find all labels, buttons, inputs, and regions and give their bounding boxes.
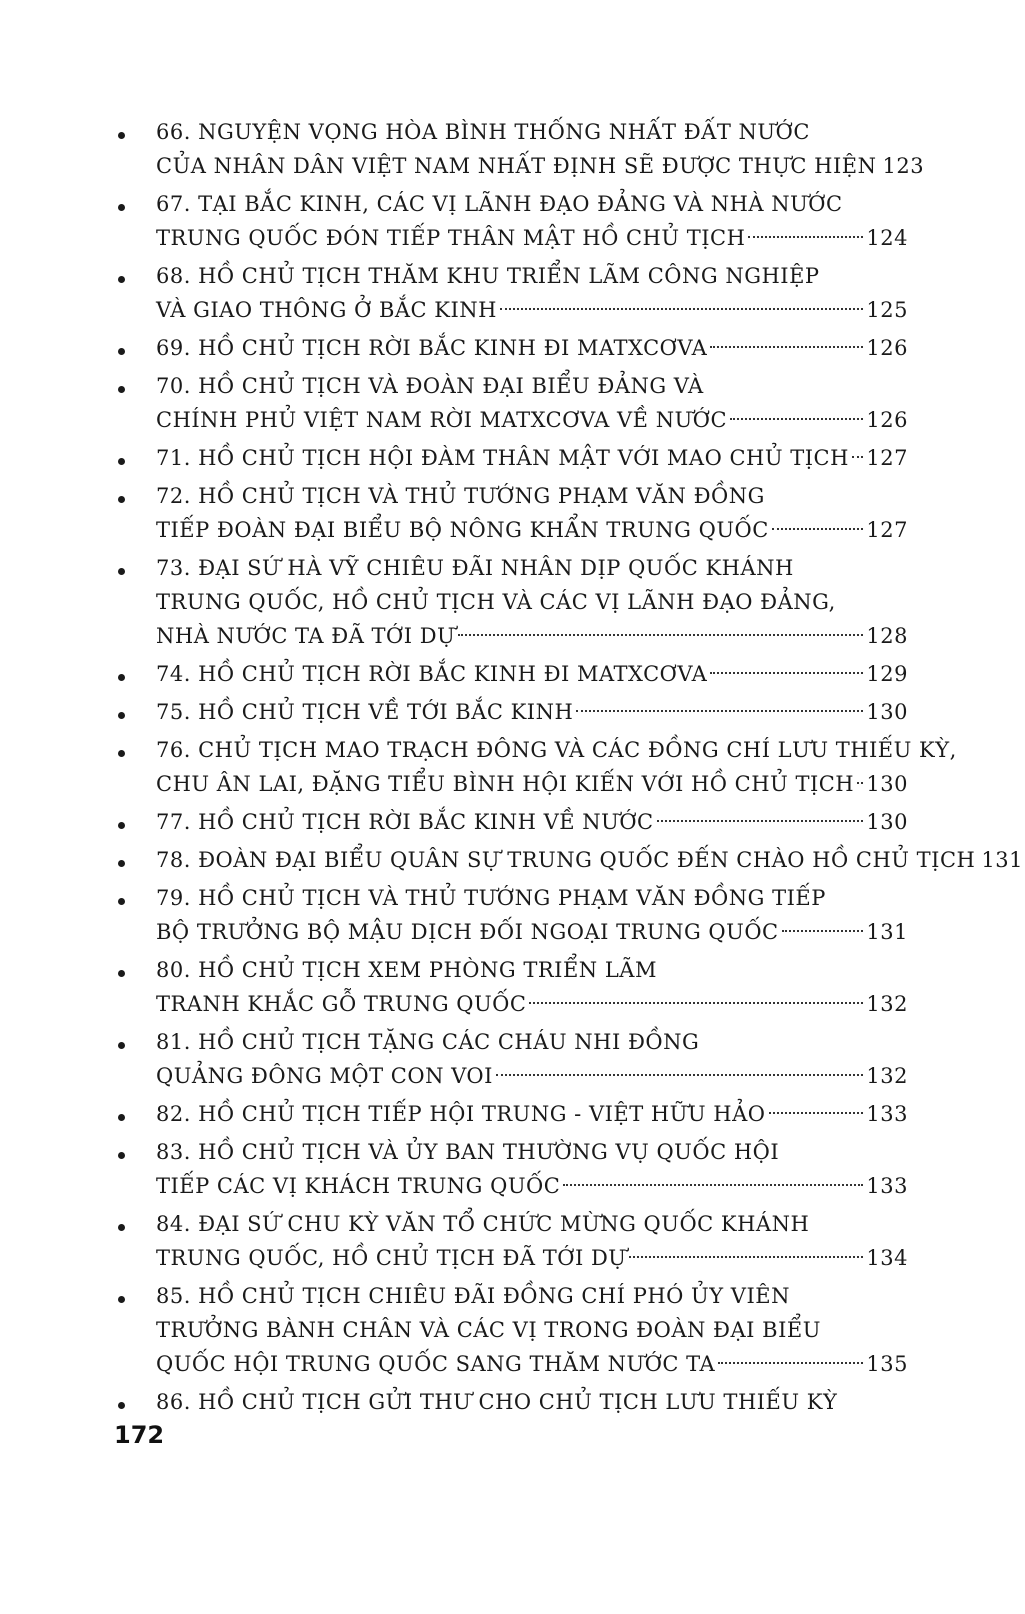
toc-page-number: 133: [866, 1174, 908, 1198]
bullet-icon: [118, 1152, 125, 1159]
toc-entry-text: CHÍNH PHỦ VIỆT NAM RỜI MATXCƠVA VỀ NƯỚC: [156, 408, 728, 432]
toc-entry-line: [156, 331, 908, 365]
toc-entry-text: TRUNG QUỐC ĐÓN TIẾP THÂN MẬT HỒ CHỦ TỊCH: [156, 226, 746, 250]
toc-entry: [118, 331, 908, 365]
bullet-icon: [118, 1296, 125, 1303]
toc-page-number: 132: [866, 1064, 908, 1088]
bullet-icon: [118, 970, 125, 977]
dot-leader: [629, 1255, 863, 1258]
toc-entry-line: [156, 843, 1023, 877]
dot-leader: [857, 781, 863, 784]
dot-leader: [730, 417, 863, 420]
toc-entry-text: CHU ÂN LAI, ĐẶNG TIỂU BÌNH HỘI KIẾN VỚI HỒ CHỦ TỊCH: [156, 772, 855, 796]
toc-entry: [118, 695, 908, 729]
bullet-icon: [118, 1114, 125, 1121]
toc-entry-text: 67. TẠI BẮC KINH, CÁC VỊ LÃNH ĐẠO ĐẢNG VÀ NHÀ NƯỚC: [156, 192, 843, 216]
dot-leader: [710, 671, 863, 674]
dot-leader: [496, 1073, 863, 1076]
toc-entry-text: VÀ GIAO THÔNG Ở BẮC KINH: [156, 298, 497, 322]
toc-entry: [118, 733, 957, 801]
toc-entry: [118, 115, 925, 183]
toc-entry-line: [156, 513, 908, 547]
toc-entry-line: [156, 1135, 908, 1169]
toc-entry-text: 66. NGUYỆN VỌNG HÒA BÌNH THỐNG NHẤT ĐẤT NƯỚC: [156, 120, 810, 144]
dot-leader: [563, 1183, 863, 1186]
bullet-icon: [118, 898, 125, 905]
toc-entry: [118, 551, 908, 653]
bullet-icon: [118, 674, 125, 681]
toc-entry-line: [156, 657, 908, 691]
toc-page-number: 126: [866, 336, 908, 360]
toc-entry-text: 79. HỒ CHỦ TỊCH VÀ THỦ TƯỚNG PHẠM VĂN ĐỒNG TIẾP: [156, 886, 826, 910]
toc-entry-line: [156, 441, 908, 475]
toc-page-number: 130: [866, 810, 908, 834]
bullet-icon: [118, 276, 125, 283]
toc-entry-line: [156, 767, 908, 801]
toc-entry-text: 83. HỒ CHỦ TỊCH VÀ ỦY BAN THƯỜNG VỤ QUỐC HỘI: [156, 1140, 780, 1164]
toc-entry: [118, 953, 908, 1021]
toc-entry-line: [156, 293, 908, 327]
toc-entry-line: [156, 1279, 908, 1313]
toc-entry-text: TRƯỞNG BÀNH CHÂN VÀ CÁC VỊ TRONG ĐOÀN ĐẠI BIỂU: [156, 1318, 821, 1342]
toc-entry-line: [156, 259, 908, 293]
dot-leader: [718, 1361, 863, 1364]
dot-leader: [576, 709, 863, 712]
toc-page-number: 132: [866, 992, 908, 1016]
toc-entry-text: 80. HỒ CHỦ TỊCH XEM PHÒNG TRIỂN LÃM: [156, 958, 657, 982]
toc-entry-line: [156, 479, 908, 513]
toc-entry: [118, 657, 908, 691]
bullet-icon: [118, 1224, 125, 1231]
toc-entry-line: [156, 1241, 908, 1275]
toc-entry: [118, 441, 908, 475]
dot-leader: [529, 1001, 863, 1004]
toc-page-number: 126: [866, 408, 908, 432]
toc-entry-line: [156, 915, 908, 949]
toc-entry-text: TIẾP ĐOÀN ĐẠI BIỂU BỘ NÔNG KHẨN TRUNG QUỐC: [156, 518, 769, 542]
toc-entry-line: [156, 987, 908, 1021]
toc-entry-line: [156, 1059, 908, 1093]
toc-entry-line: [156, 1313, 908, 1347]
toc-entry-text: 69. HỒ CHỦ TỊCH RỜI BẮC KINH ĐI MATXCƠVA: [156, 336, 708, 360]
toc-page-number: 135: [866, 1352, 908, 1376]
toc-entry-text: TRANH KHẮC GỖ TRUNG QUỐC: [156, 992, 527, 1016]
toc-entry-line: [156, 805, 908, 839]
toc-entry-line: [156, 187, 908, 221]
toc-entry-line: [156, 1347, 908, 1381]
toc-entry-text: NHÀ NƯỚC TA ĐÃ TỚI DỰ: [156, 624, 456, 648]
dot-leader: [748, 235, 863, 238]
toc-entry-text: 84. ĐẠI SỨ CHU KỲ VĂN TỔ CHỨC MỪNG QUỐC KHÁNH: [156, 1212, 810, 1236]
dot-leader: [458, 633, 863, 636]
toc-entry-text: 77. HỒ CHỦ TỊCH RỜI BẮC KINH VỀ NƯỚC: [156, 810, 654, 834]
toc-entry-text: CỦA NHÂN DÂN VIỆT NAM NHẤT ĐỊNH SẼ ĐƯỢC THỰC HIỆN: [156, 154, 877, 178]
toc-page-number: 131: [981, 848, 1023, 872]
toc-entry-text: BỘ TRƯỞNG BỘ MẬU DỊCH ĐỐI NGOẠI TRUNG QUỐC: [156, 920, 779, 944]
bullet-icon: [118, 204, 125, 211]
bullet-icon: [118, 348, 125, 355]
toc-entry-line: [156, 1207, 908, 1241]
toc-entry: [118, 1135, 908, 1203]
toc-entry-line: [156, 149, 925, 183]
bullet-icon: [118, 386, 125, 393]
dot-leader: [852, 455, 863, 458]
toc-page-number: 127: [866, 518, 908, 542]
bullet-icon: [118, 712, 125, 719]
toc-page-number: 134: [866, 1246, 908, 1270]
bullet-icon: [118, 1042, 125, 1049]
toc-entry-line: [156, 115, 908, 149]
toc-entry: [118, 1279, 908, 1381]
toc-page-number: 130: [866, 772, 908, 796]
toc-entry-line: [156, 551, 908, 585]
toc-entry-text: 82. HỒ CHỦ TỊCH TIẾP HỘI TRUNG - VIỆT HỮU HẢO: [156, 1102, 766, 1126]
toc-entry: [118, 479, 908, 547]
dot-leader: [657, 819, 864, 822]
toc-entry-text: QUẢNG ĐÔNG MỘT CON VOI: [156, 1064, 493, 1088]
toc-entry-text: 73. ĐẠI SỨ HÀ VỸ CHIÊU ĐÃI NHÂN DỊP QUỐC KHÁNH: [156, 556, 794, 580]
toc-entry-text: TIẾP CÁC VỊ KHÁCH TRUNG QUỐC: [156, 1174, 561, 1198]
toc-entry: [118, 259, 908, 327]
table-of-contents: [118, 115, 1023, 1423]
toc-entry: [118, 881, 908, 949]
toc-entry-text: 75. HỒ CHỦ TỊCH VỀ TỚI BẮC KINH: [156, 700, 574, 724]
dot-leader: [772, 527, 864, 530]
bullet-icon: [118, 750, 125, 757]
bullet-icon: [118, 822, 125, 829]
toc-entry-line: [156, 881, 908, 915]
toc-entry-text: 74. HỒ CHỦ TỊCH RỜI BẮC KINH ĐI MATXCƠVA: [156, 662, 708, 686]
bullet-icon: [118, 496, 125, 503]
toc-entry: [118, 805, 908, 839]
toc-entry-line: [156, 1097, 908, 1131]
bullet-icon: [118, 1402, 125, 1409]
toc-entry-text: 70. HỒ CHỦ TỊCH VÀ ĐOÀN ĐẠI BIỂU ĐẢNG VÀ: [156, 374, 704, 398]
toc-entry-line: [156, 403, 908, 437]
toc-entry-text: 85. HỒ CHỦ TỊCH CHIÊU ĐÃI ĐỒNG CHÍ PHÓ ỦY VIÊN: [156, 1284, 790, 1308]
toc-entry-line: [156, 1169, 908, 1203]
toc-page-number: 125: [866, 298, 908, 322]
toc-entry: [118, 1207, 908, 1275]
toc-entry-line: [156, 695, 908, 729]
toc-page-number: 131: [866, 920, 908, 944]
dot-leader: [769, 1111, 864, 1114]
toc-entry-text: TRUNG QUỐC, HỒ CHỦ TỊCH ĐÃ TỚI DỰ: [156, 1246, 627, 1270]
toc-page-number: 129: [866, 662, 908, 686]
toc-entry-text: 71. HỒ CHỦ TỊCH HỘI ĐÀM THÂN MẬT VỚI MAO CHỦ TỊCH: [156, 446, 849, 470]
toc-entry-text: 76. CHỦ TỊCH MAO TRẠCH ĐÔNG VÀ CÁC ĐỒNG CHÍ LƯU THIẾU KỲ,: [156, 738, 957, 762]
toc-entry-text: 68. HỒ CHỦ TỊCH THĂM KHU TRIỂN LÃM CÔNG NGHIỆP: [156, 264, 820, 288]
toc-entry-text: 81. HỒ CHỦ TỊCH TẶNG CÁC CHÁU NHI ĐỒNG: [156, 1030, 700, 1054]
dot-leader: [782, 929, 864, 932]
toc-entry: [118, 1025, 908, 1093]
dot-leader: [500, 307, 863, 310]
toc-page-number: 127: [866, 446, 908, 470]
bullet-icon: [118, 132, 125, 139]
toc-page-number: 123: [882, 154, 925, 178]
dot-leader: [710, 345, 863, 348]
toc-entry-line: [156, 585, 908, 619]
toc-page-number: 124: [866, 226, 908, 250]
toc-entry-line: [156, 1385, 908, 1419]
bullet-icon: [118, 860, 125, 867]
toc-entry: [118, 843, 1023, 877]
toc-entry-line: [156, 733, 957, 767]
toc-entry-line: [156, 953, 908, 987]
toc-entry: [118, 187, 908, 255]
toc-entry-line: [156, 1025, 908, 1059]
toc-entry-text: 78. ĐOÀN ĐẠI BIỂU QUÂN SỰ TRUNG QUỐC ĐẾN CHÀO HỒ CHỦ TỊCH: [156, 848, 976, 872]
page-number: 172: [114, 1421, 165, 1449]
toc-page-number: 133: [866, 1102, 908, 1126]
toc-entry-text: TRUNG QUỐC, HỒ CHỦ TỊCH VÀ CÁC VỊ LÃNH ĐẠO ĐẢNG,: [156, 590, 836, 614]
toc-entry-line: [156, 619, 908, 653]
toc-entry-line: [156, 369, 908, 403]
bullet-icon: [118, 458, 125, 465]
toc-entry: [118, 369, 908, 437]
toc-page-number: 128: [866, 624, 908, 648]
toc-entry: [118, 1097, 908, 1131]
toc-entry-text: 86. HỒ CHỦ TỊCH GỬI THƯ CHO CHỦ TỊCH LƯU THIẾU KỲ: [156, 1390, 838, 1414]
toc-entry-text: QUỐC HỘI TRUNG QUỐC SANG THĂM NƯỚC TA: [156, 1352, 716, 1376]
toc-page-number: 130: [866, 700, 908, 724]
bullet-icon: [118, 568, 125, 575]
toc-entry-text: 72. HỒ CHỦ TỊCH VÀ THỦ TƯỚNG PHẠM VĂN ĐỒNG: [156, 484, 765, 508]
toc-entry: [118, 1385, 908, 1419]
toc-entry-line: [156, 221, 908, 255]
